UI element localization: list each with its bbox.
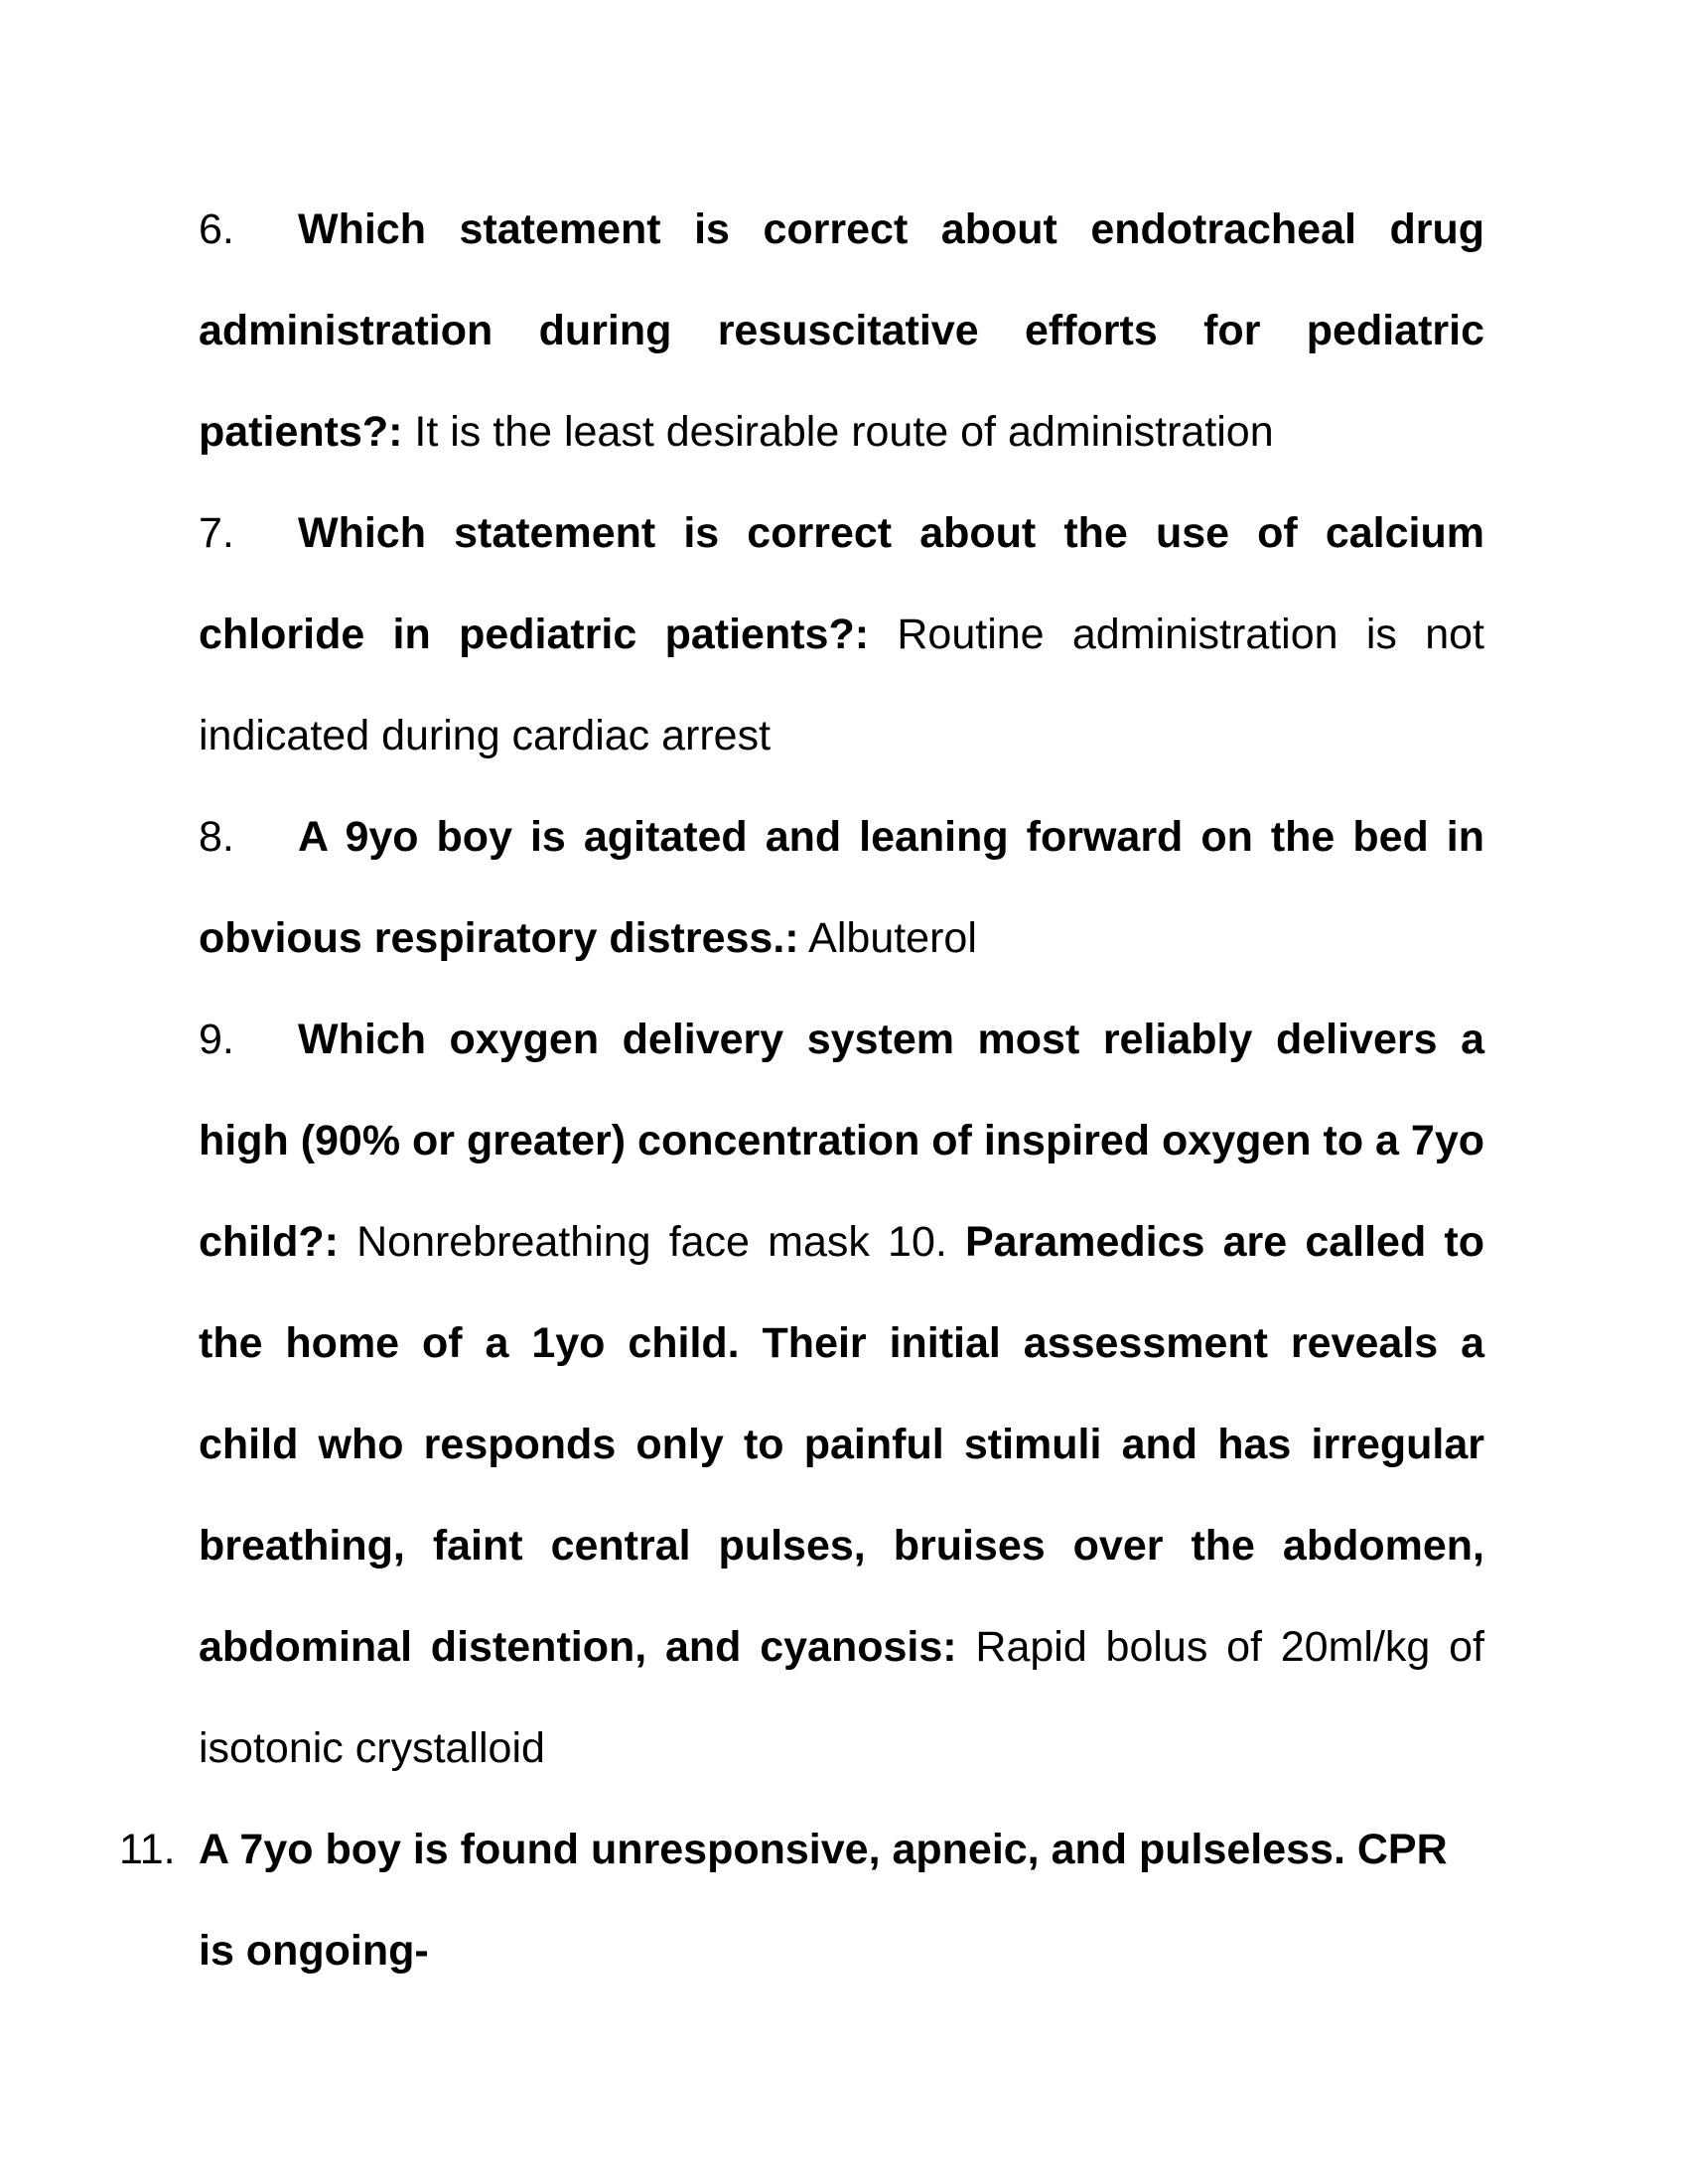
answer-text: Routine administration is not indicated during cardiac arrest [199,611,1485,759]
document-page [119,179,1485,2001]
question-item-11 [119,1799,1484,2001]
item-number: 9. [199,1016,234,1063]
answer-text-10: Rapid bolus of 20ml/kg of isotonic crystalloid [199,1623,1484,1772]
answer-text: It is the least desirable route of administration [414,408,1274,456]
question-text: Which statement is correct about endotracheal drug administration during resuscitative efforts for pediatric patients?: [199,205,1484,456]
item-number: 8. [199,813,234,861]
question-text: Which oxygen delivery system most reliably delivers a high (90% or greater) concentration of inspired oxygen to a 7yo child?: [199,1016,1484,1266]
question-item-6 [199,179,1484,482]
question-text: A 7yo boy is found unresponsive, apneic, and pulseless. CPR is ongoing- [199,1826,1448,1975]
item-number: 7. [199,509,234,557]
question-item-9 [199,989,1484,1799]
question-text: A 9yo boy is agitated and leaning forward on the bed in obvious respiratory distress.: [199,813,1484,962]
question-item-7 [199,482,1484,786]
question-text-10: Paramedics are called to the home of a 1yo child. Their initial assessment reveals a child who responds only to painful stimuli and has irregular breathing, faint central pulses, bruises over the abdomen, abdominal distention, and cyanosis: [199,1218,1484,1671]
question-text: Which statement is correct about the use of calcium chloride in pediatric patients?: [199,509,1484,658]
item-number: 11. [119,1826,176,1873]
answer-text: Nonrebreathing face mask 10. [356,1218,947,1266]
item-number: 6. [199,205,234,253]
question-item-8 [199,786,1484,989]
answer-text: Albuterol [808,914,977,962]
